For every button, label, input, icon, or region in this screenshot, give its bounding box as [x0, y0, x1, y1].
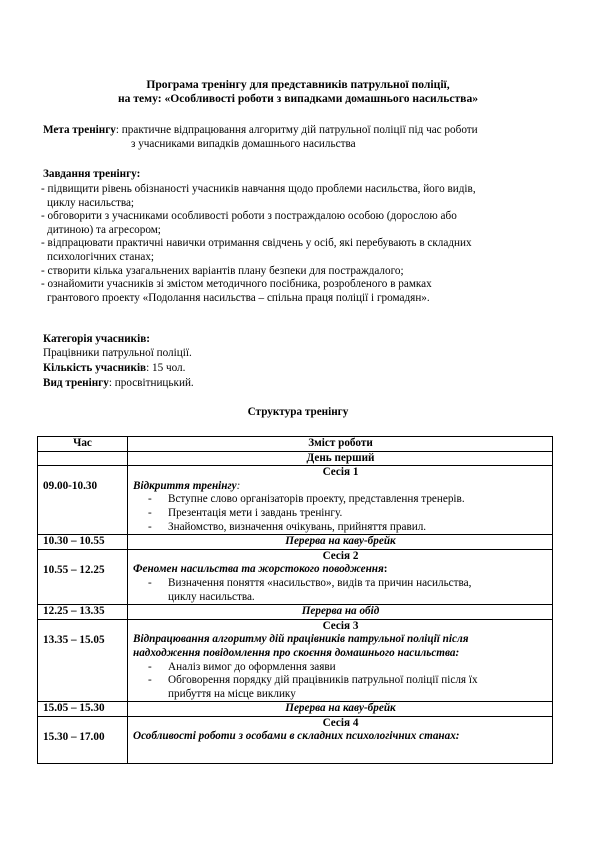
- task-text-cont: психологічних станах;: [47, 250, 155, 263]
- kind-label: Вид тренінгу: [43, 377, 109, 389]
- task-text: обговорити з учасниками особливості роботи з постраждалою особою (дорослою або: [44, 210, 457, 223]
- session-label: Сесія 1: [322, 466, 359, 479]
- session-title-line: Відпрацювання алгоритму дій працівників патрульної поліції після: [133, 633, 469, 646]
- item-text: Знайомство, визначення очікувань, прийняття правил.: [168, 520, 427, 533]
- session-items: [133, 661, 548, 702]
- session-content: [128, 620, 552, 702]
- task-text: ознайомити учасників зі змістом методичного посібника, розробленого в рамках: [44, 278, 432, 291]
- task-text: відпрацювати практичні навички отримання свідчень у осіб, які перебувають в складних: [44, 237, 472, 250]
- session-items: [133, 493, 548, 534]
- session-title-line: надходження повідомлення про скоєння домашнього насильства:: [133, 646, 460, 659]
- break-time: 10.30 – 10.55: [38, 535, 128, 549]
- item-text-line: прибуття на місце виклику: [168, 687, 296, 700]
- task-dash: -: [41, 183, 45, 195]
- bullet: -: [148, 660, 152, 673]
- item-text-line: Обговорення порядку дій працівників патрульної поліції після їх: [168, 674, 478, 687]
- table-row-break: [38, 534, 552, 549]
- session-label: Сесія 4: [322, 716, 359, 729]
- schedule-table: [37, 436, 553, 764]
- break-time: 12.25 – 13.35: [38, 605, 128, 619]
- break-time: 15.05 – 15.30: [38, 702, 128, 716]
- list-item: [148, 507, 548, 521]
- participants-count: [43, 362, 185, 376]
- table-row-session: [38, 619, 552, 702]
- break-label: Перерва на обід: [301, 605, 380, 618]
- task-item: [41, 183, 555, 210]
- session-time: 13.35 – 15.05: [38, 620, 128, 702]
- session-title-suffix: :: [383, 563, 388, 576]
- task-text-cont: грантового проекту «Подолання насильства – спільна праця поліції і громадян».: [47, 291, 430, 304]
- item-text: Аналіз вимог до оформлення заяви: [168, 660, 336, 673]
- session-content: [128, 466, 552, 534]
- aim-text-1: : практичне відпрацювання алгоритму дій патрульної поліції під час роботи: [115, 124, 478, 136]
- task-dash: -: [41, 237, 45, 250]
- table-row-session: [38, 549, 552, 604]
- item-text-line: Визначення поняття «насильство», видів та причин насильства,: [168, 576, 472, 589]
- training-kind: [43, 377, 194, 391]
- session-time: 10.55 – 12.25: [38, 550, 128, 604]
- item-text: [168, 674, 548, 701]
- table-row-session: [38, 465, 552, 534]
- table-header-row: [38, 437, 552, 451]
- list-item: [148, 674, 548, 701]
- list-item: [148, 577, 548, 604]
- bullet: -: [148, 506, 152, 519]
- session-title-suffix: :: [236, 479, 241, 492]
- empty-cell: [38, 452, 128, 466]
- document-title: [40, 78, 556, 106]
- bullet: -: [148, 493, 152, 506]
- task-item: [41, 265, 555, 279]
- list-item: [148, 521, 548, 535]
- task-text: підвищити рівень обізнаності учасників навчання щодо проблеми насильства, його видів,: [44, 183, 476, 195]
- item-text-line: циклу насильства.: [168, 590, 255, 603]
- aim-text-2: з учасниками випадків домашнього насильства: [131, 137, 356, 150]
- session-title: Відкриття тренінгу: [133, 479, 237, 492]
- structure-title: Структура тренінгу: [247, 406, 349, 418]
- list-item: [148, 493, 548, 507]
- session-title: Особливості роботи з особами в складних психологічних станах:: [133, 730, 460, 743]
- session-time: 15.30 – 17.00: [38, 717, 128, 763]
- title-line-2: на тему: «Особливості роботи з випадками домашнього насильства»: [117, 92, 479, 105]
- item-text: Вступне слово організаторів проекту, представлення тренерів.: [168, 493, 465, 506]
- aim-section: [43, 124, 555, 151]
- session-label: Сесія 3: [322, 619, 359, 632]
- tasks-heading: Завдання тренінгу:: [43, 168, 141, 180]
- session-content: [128, 717, 552, 763]
- task-text-cont: циклу насильства;: [47, 196, 135, 209]
- count-value: : 15 чол.: [146, 362, 186, 374]
- tasks-list: [41, 183, 555, 305]
- header-content: Зміст роботи: [308, 437, 373, 449]
- session-items: [133, 577, 548, 604]
- break-label: Перерва на каву-брейк: [285, 702, 396, 715]
- session-title: Феномен насильства та жорстокого поводження: [133, 563, 384, 576]
- category-heading: Категорія учасників:: [43, 333, 150, 345]
- table-row-break: [38, 701, 552, 716]
- item-text: [168, 577, 548, 604]
- task-text: створити кілька узагальнених варіантів плану безпеки для постраждалого;: [44, 264, 404, 277]
- bullet: -: [148, 674, 152, 687]
- task-item: [41, 237, 555, 264]
- task-item: [41, 210, 555, 237]
- count-label: Кількість учасників: [43, 362, 147, 374]
- aim-label: Мета тренінгу: [43, 124, 116, 136]
- task-item: [41, 278, 555, 305]
- day-label: День перший: [306, 451, 375, 464]
- session-time: 09.00-10.30: [38, 466, 128, 534]
- kind-value: : просвітницький.: [108, 377, 194, 389]
- session-content: [128, 550, 552, 604]
- table-row-session: [38, 716, 552, 763]
- break-label: Перерва на каву-брейк: [285, 535, 396, 548]
- table-row-break: [38, 604, 552, 619]
- task-dash: -: [41, 264, 45, 277]
- table-row-day: [38, 451, 552, 466]
- category-value: Працівники патрульної поліції.: [43, 347, 192, 359]
- title-line-1: Програма тренінгу для представників патрульної поліції,: [146, 78, 450, 91]
- task-dash: -: [41, 278, 45, 291]
- session-label: Сесія 2: [322, 549, 359, 562]
- header-time: Час: [38, 437, 128, 451]
- task-text-cont: дитиною) та агресором;: [47, 223, 161, 236]
- list-item: [148, 661, 548, 675]
- bullet: -: [148, 576, 152, 589]
- task-dash: -: [41, 210, 45, 223]
- bullet: -: [148, 520, 152, 533]
- item-text: Презентація мети і завдань тренінгу.: [168, 506, 343, 519]
